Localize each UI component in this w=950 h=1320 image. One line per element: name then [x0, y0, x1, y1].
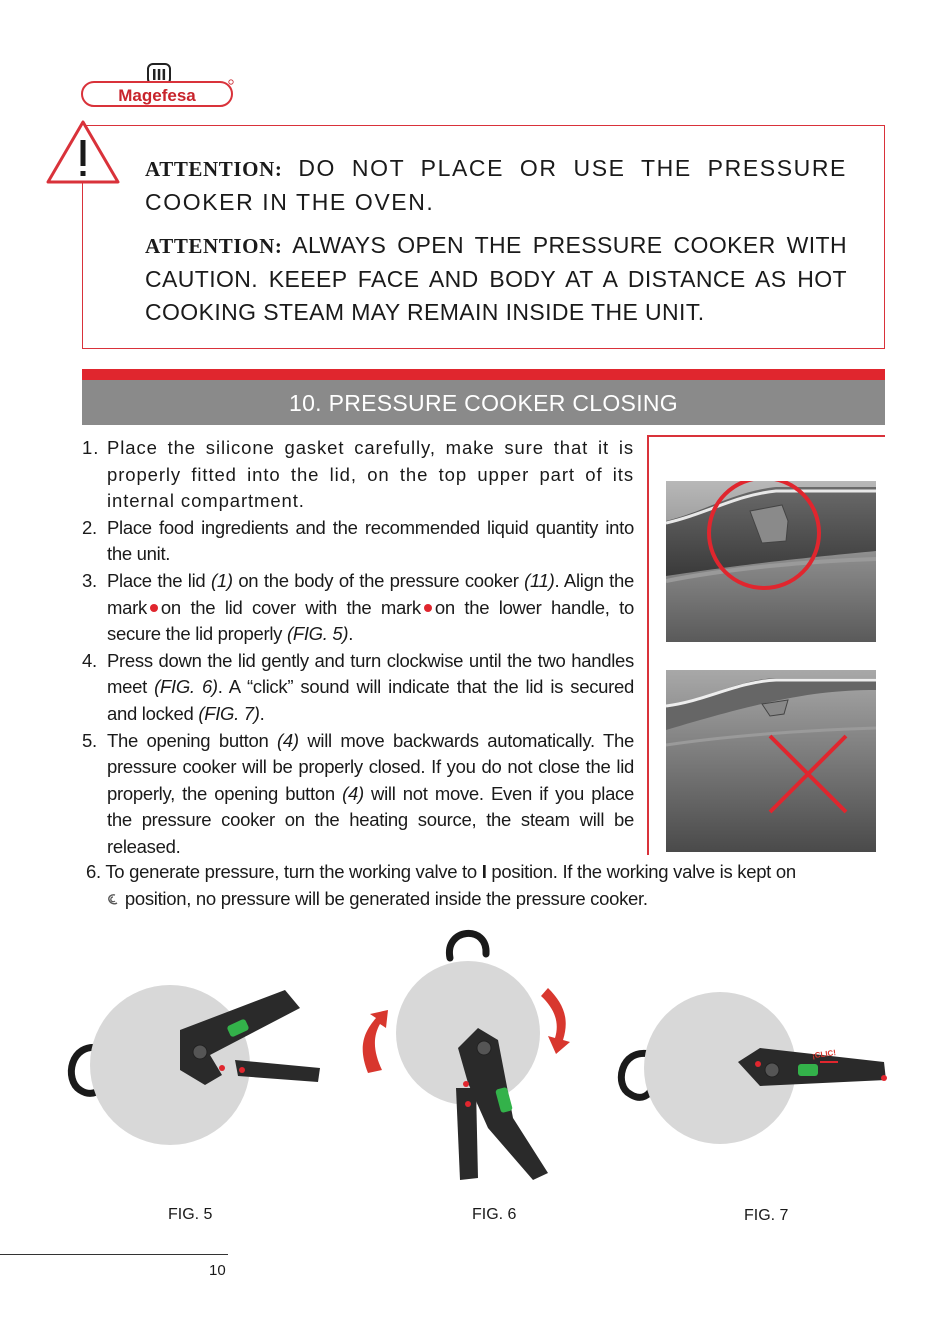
section-title: 10. PRESSURE COOKER CLOSING	[82, 380, 885, 425]
lid-incorrect-photo	[666, 670, 876, 852]
photo-frame-top	[647, 435, 885, 437]
photo-frame-left	[647, 435, 649, 855]
step-2: 2. Place food ingredients and the recommended liquid quantity into the unit.	[82, 516, 634, 565]
fig-7-label: FIG. 7	[744, 1207, 789, 1224]
page-number: 10	[209, 1262, 226, 1279]
warning-open-caution: ATTENTION: ALWAYS OPEN THE PRESSURE COOKER WITH CAUTION. KEEEP FACE AND BODY AT A DISTANCE AS HOT COOKING STEAM MAY REMAIN INSIDE THE UNIT.	[145, 232, 847, 325]
red-mark-icon	[150, 604, 158, 612]
clic-label: ¡CLIC!	[811, 1048, 837, 1061]
logo-wordmark: Magefesa	[118, 86, 196, 105]
red-mark-icon	[424, 604, 432, 612]
fig-5-label: FIG. 5	[168, 1206, 213, 1223]
step-4: 4. Press down the lid gently and turn clockwise until the two handles meet (FIG. 6). A “click” sound will indicate that the lid is secured and locked (FIG. 7).	[82, 649, 634, 724]
steam-valve-icon	[106, 893, 120, 907]
fig-6-label: FIG. 6	[472, 1206, 517, 1223]
steps-list	[82, 435, 634, 861]
step-6: 6. To generate pressure, turn the working valve to I position. If the working valve is kept on position, no pressure will be generated inside the pressure cooker.	[86, 861, 796, 909]
warning-icon	[44, 118, 122, 188]
lid-correct-photo	[666, 481, 876, 642]
footer-rule	[0, 1254, 228, 1255]
magefesa-logo	[80, 62, 236, 110]
warning-oven: ATTENTION: DO NOT PLACE OR USE THE PRESSURE COOKER IN THE OVEN.	[145, 155, 847, 215]
fig-6-illustration	[348, 918, 588, 1188]
fig-7-illustration	[610, 990, 890, 1150]
step-5: 5. The opening button (4) will move backwards automatically. The pressure cooker will be properly closed. If you do not close the lid properly, the opening button (4) will not move. Even if you place the pressure cooker on the heating source, the steam will be released.	[82, 729, 634, 857]
section-accent-bar	[82, 369, 885, 380]
step-1: 1. Place the silicone gasket carefully, make sure that it is properly fitted into the lid, on the top upper part of its internal compartment.	[82, 437, 634, 512]
step-3: 3. Place the lid (1) on the body of the pressure cooker (11). Align the mark on the lid cover with the mark on the lower handle, to secure the lid properly (FIG. 5).	[82, 569, 634, 645]
fig-5-illustration	[60, 980, 340, 1150]
